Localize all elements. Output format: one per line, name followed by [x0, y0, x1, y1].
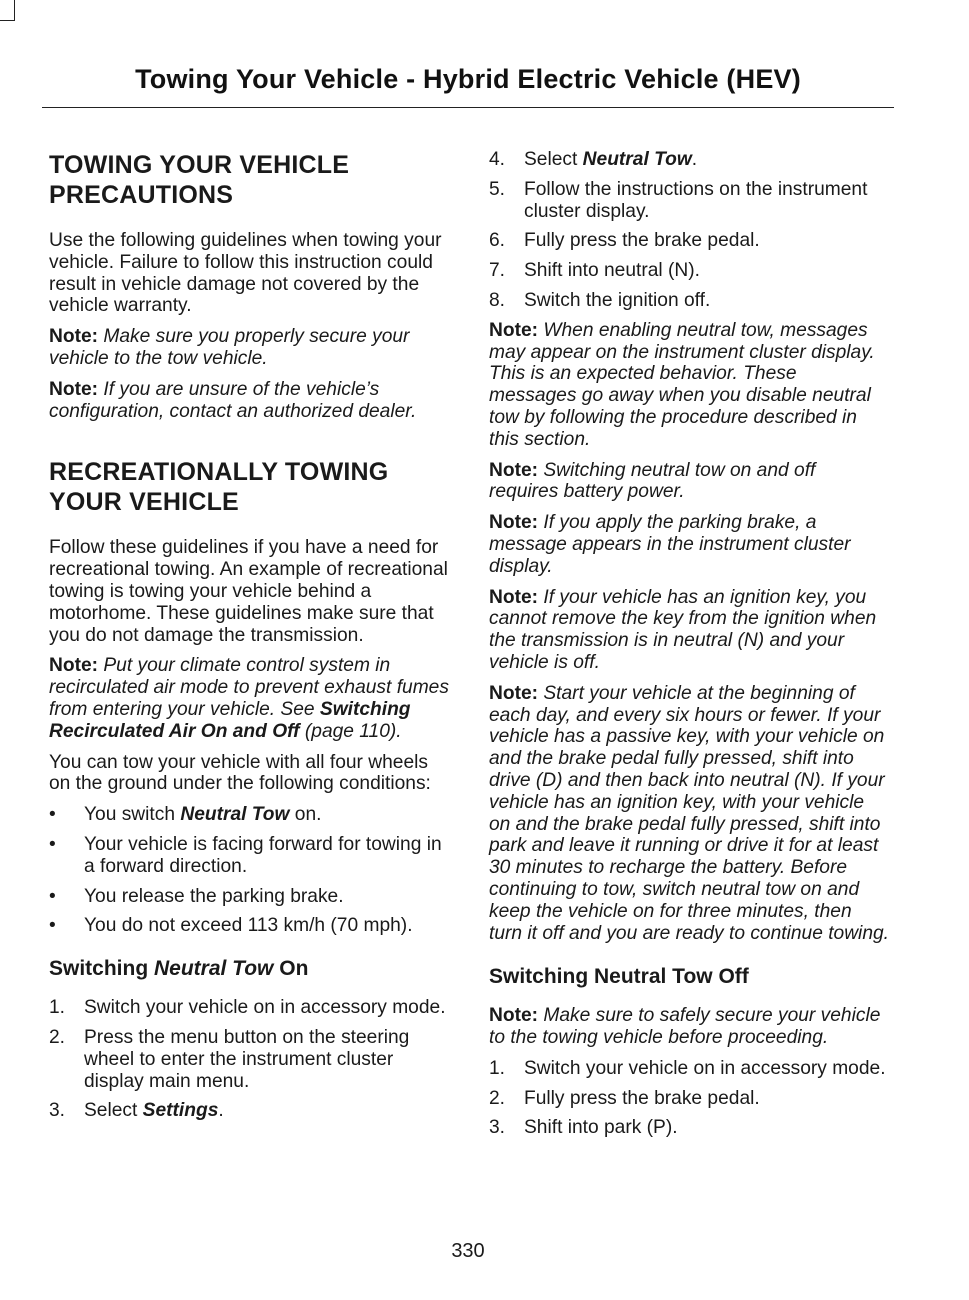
left-column — [49, 150, 449, 1130]
note-secure-towing-vehicle — [489, 1005, 889, 1049]
list-item-text: You do not exceed 113 km/h (70 mph). — [84, 915, 413, 937]
step-number: 2. — [49, 1026, 66, 1048]
bullet-marker: • — [49, 915, 56, 937]
step-number: 7. — [489, 260, 506, 282]
step-text: Follow the instructions on the instrument cluster display. — [524, 178, 868, 222]
section-heading-recreational-towing: RECREATIONALLY TOWING YOUR VEHICLE — [49, 458, 389, 517]
page-number: 330 — [451, 1240, 485, 1262]
note-label: Note: — [489, 512, 539, 534]
list-item — [49, 886, 449, 908]
list-item — [489, 1088, 889, 1110]
step-number: 4. — [489, 149, 506, 170]
note-label: Note: — [489, 682, 539, 704]
note-label: Note: — [489, 319, 539, 341]
section-spacer — [49, 431, 449, 457]
step-number: 8. — [489, 289, 506, 311]
note-label: Note: — [49, 326, 99, 348]
note-label: Note: — [489, 1005, 539, 1027]
section-spacer — [489, 953, 889, 965]
step-number: 3. — [489, 1117, 506, 1139]
note-climate-control — [49, 655, 449, 742]
note-text: Make sure you properly secure your vehicle to the tow vehicle. — [49, 326, 410, 369]
header-rule — [42, 107, 894, 108]
note-text: If you apply the parking brake, a message appears in the instrument cluster display. — [489, 512, 851, 577]
note-text: Put your climate control system in recirculated air mode to prevent exhaust fumes from entering your vehicle. See — [49, 655, 449, 720]
step-text: Shift into park (P). — [524, 1117, 678, 1139]
list-item — [49, 915, 449, 937]
steps-list-off — [489, 1058, 889, 1139]
step-text: . — [218, 1100, 224, 1122]
step-text: Select — [84, 1100, 143, 1122]
step-text: Switch your vehicle on in accessory mode. — [524, 1057, 886, 1079]
note-configuration — [49, 379, 449, 423]
section-spacer — [49, 945, 449, 957]
note-text: Start your vehicle at the beginning of each day, and every six hours or fewer. If your vehicle has a passive key, with your vehicle on and the brake pedal fully pressed, shift into drive (D) and then back into neutral (N). If your vehicle has an ignition key, with your vehicle on and the brake pedal fully pressed, shift into park and leave it running or drive it for at least 30 minutes to recharge the battery. Before continuing to tow, switch neutral tow on and keep the vehicle on for three minutes, then turn it off and you are ready to continue towing. — [489, 682, 889, 944]
paragraph-conditions-intro: You can tow your vehicle with all four wheels on the ground under the following conditions: — [49, 751, 431, 795]
list-item — [489, 1058, 889, 1080]
list-item-text: Your vehicle is facing forward for towing in a forward direction. — [84, 833, 442, 877]
note-label: Note: — [49, 655, 99, 677]
step-text: Switch your vehicle on in accessory mode. — [84, 997, 446, 1019]
step-text: Fully press the brake pedal. — [524, 1087, 760, 1109]
step-text: Select — [524, 149, 583, 170]
subheading-emphasis: Neutral Tow — [154, 957, 274, 981]
list-item — [489, 1117, 889, 1139]
step-number: 3. — [49, 1100, 66, 1122]
section-heading-towing-precautions: TOWING YOUR VEHICLE PRECAUTIONS — [49, 151, 350, 209]
list-item — [489, 179, 889, 223]
note-label: Note: — [489, 459, 539, 481]
step-emphasis: Neutral Tow — [582, 149, 692, 170]
list-item — [49, 804, 449, 826]
list-item-emphasis: Neutral Tow — [180, 804, 290, 826]
step-number: 2. — [489, 1087, 506, 1109]
note-label: Note: — [489, 586, 539, 608]
step-emphasis: Settings — [142, 1100, 219, 1122]
list-item — [489, 260, 889, 282]
list-item — [49, 997, 449, 1019]
note-text: Make sure to safely secure your vehicle to the towing vehicle before proceeding. — [489, 1005, 881, 1049]
note-ignition-key — [489, 587, 889, 674]
step-text: Press the menu button on the steering wheel to enter the instrument cluster display main menu. — [84, 1026, 410, 1092]
step-number: 1. — [489, 1057, 506, 1079]
conditions-list — [49, 804, 449, 937]
list-item — [489, 230, 889, 252]
list-item — [49, 1100, 449, 1122]
note-text: When enabling neutral tow, messages may appear on the instrument cluster display. This is an expected behavior. These messages go away when you disable neutral tow by following the procedure described in this section. — [489, 319, 875, 450]
step-number: 1. — [49, 997, 66, 1019]
cross-reference-link[interactable]: Switching Recirculated Air On and Off — [49, 698, 411, 742]
paragraph-precautions-intro: Use the following guidelines when towing your vehicle. Failure to follow this instruction could result in vehicle damage not covered by the vehicle warranty. — [49, 230, 442, 317]
note-text: If you are unsure of the vehicle’s configuration, contact an authorized dealer. — [49, 378, 417, 422]
note-secure-vehicle — [49, 326, 449, 370]
crop-mark — [0, 0, 15, 21]
steps-list-on-continued — [489, 149, 889, 312]
list-item — [49, 1027, 449, 1092]
list-item-text: You switch — [84, 804, 181, 826]
running-header: Towing Your Vehicle - Hybrid Electric Vehicle (HEV) — [135, 64, 801, 94]
list-item-text: on. — [289, 804, 322, 826]
note-text: If your vehicle has an ignition key, you cannot remove the key from the ignition when the transmission is in neutral (N) and your vehicle is off. — [489, 586, 877, 673]
list-item — [489, 290, 889, 312]
right-column — [489, 149, 889, 1147]
step-text: . — [691, 149, 698, 170]
note-start-vehicle — [489, 683, 889, 945]
list-item — [489, 149, 889, 171]
page-reference: (page 110). — [304, 720, 402, 742]
step-text: Switch the ignition off. — [524, 289, 711, 311]
bullet-marker: • — [49, 885, 56, 907]
paragraph-recreational-intro: Follow these guidelines if you have a need for recreational towing. An example of recreational towing is towing your vehicle behind a motorhome. These guidelines make sure that you do not damage the transmission. — [49, 537, 448, 646]
steps-list-on — [49, 997, 449, 1122]
note-battery-power — [489, 460, 889, 504]
step-number: 6. — [489, 230, 506, 252]
subheading-switching-neutral-tow-on — [49, 957, 449, 981]
bullet-marker: • — [49, 804, 56, 826]
step-text: Fully press the brake pedal. — [524, 230, 760, 252]
note-text: Switching neutral tow on and off requires battery power. — [489, 459, 816, 503]
step-text: Shift into neutral (N). — [524, 260, 700, 282]
list-item-text: You release the parking brake. — [84, 885, 344, 907]
list-item — [49, 834, 449, 878]
subheading-text: On — [273, 957, 309, 981]
step-number: 5. — [489, 178, 506, 200]
note-messages — [489, 320, 889, 451]
note-label: Note: — [49, 378, 99, 400]
note-parking-brake — [489, 512, 889, 577]
subheading-switching-neutral-tow-off: Switching Neutral Tow Off — [489, 965, 749, 989]
subheading-text: Switching — [49, 957, 154, 981]
bullet-marker: • — [49, 833, 56, 855]
